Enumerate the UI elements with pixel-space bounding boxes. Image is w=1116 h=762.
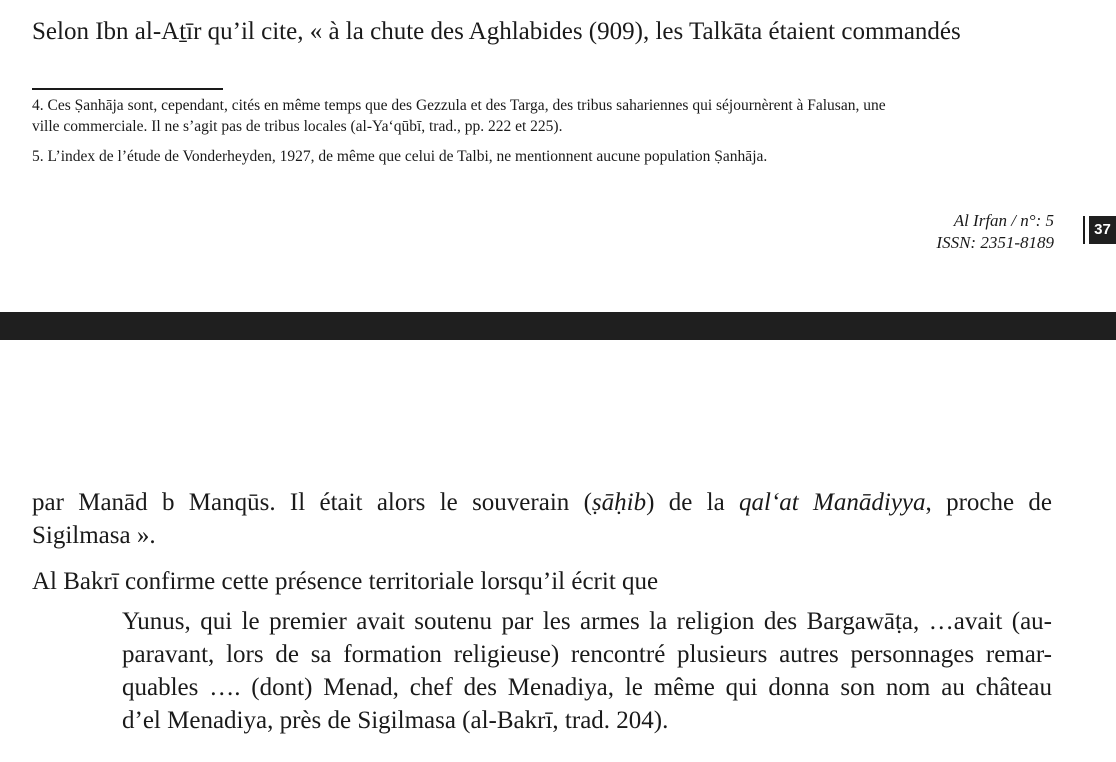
footnote-separator-rule xyxy=(32,88,223,90)
footnote-4-line-1: 4. Ces Ṣanhāja sont, cependant, cités en même temps que des Gezzula et des Targa, des tribus sahariennes qui séjournèrent à Falusan, une xyxy=(32,97,886,114)
footnote-4-line-2: ville commerciale. Il ne s’agit pas de tribus locales (al-Ya‘qūbī, trad., pp. 222 et 225). xyxy=(32,118,563,135)
carryover-paragraph-line: Selon Ibn al-Aṯīr qu’il cite, « à la chute des Aghlabides (909), les Talkāta étaient commandés xyxy=(32,18,961,45)
quote-line: d’el Menadiya, près de Sigilmasa (al-Bakrī, trad. 204). xyxy=(122,707,669,734)
block-quote xyxy=(122,605,1052,737)
page-separator-bar xyxy=(0,312,1116,340)
footnote-5-line-1: 5. L’index de l’étude de Vonderheyden, 1927, de même que celui de Talbi, ne mentionnent aucune population Ṣanhāja. xyxy=(32,148,768,165)
paragraph-1-italic-sahib: ṣāḥib xyxy=(591,489,647,516)
footnote-5 xyxy=(32,146,1057,167)
paragraph-1-line-2: Sigilmasa ». xyxy=(32,522,156,549)
quote-line: paravant, lors de sa formation religieuse) rencontré plusieurs autres personnages remar- xyxy=(122,641,1052,668)
paragraph-1-line-1 xyxy=(32,486,1052,520)
quote-line: quables …. (dont) Menad, chef des Menadiya, le même qui donna son nom au château xyxy=(122,674,1052,701)
journal-issue: Al Irfan / n°: 5 xyxy=(953,211,1054,230)
paragraph-1-text-c: , proche de xyxy=(925,489,1053,516)
page-number-rule xyxy=(1083,216,1085,244)
running-head xyxy=(936,210,1054,254)
paragraph-1-text-a: par Manād b Manqūs. Il était alors le souverain ( xyxy=(32,489,592,516)
paragraph-1-italic-qalat: qal‘at Manādiyya xyxy=(739,489,926,516)
issn: ISSN: 2351-8189 xyxy=(936,233,1054,252)
paragraph-2: Al Bakrī confirme cette présence territoriale lorsqu’il écrit que xyxy=(32,568,659,595)
top-page xyxy=(0,0,1116,312)
bottom-page xyxy=(0,340,1116,762)
page-number-badge: 37 xyxy=(1089,216,1116,244)
quote-line: Yunus, qui le premier avait soutenu par les armes la religion des Bargawāṭa, …avait (au- xyxy=(122,608,1052,635)
paragraph-1-text-b: ) de la xyxy=(646,489,740,516)
footnote-4 xyxy=(32,95,1057,137)
